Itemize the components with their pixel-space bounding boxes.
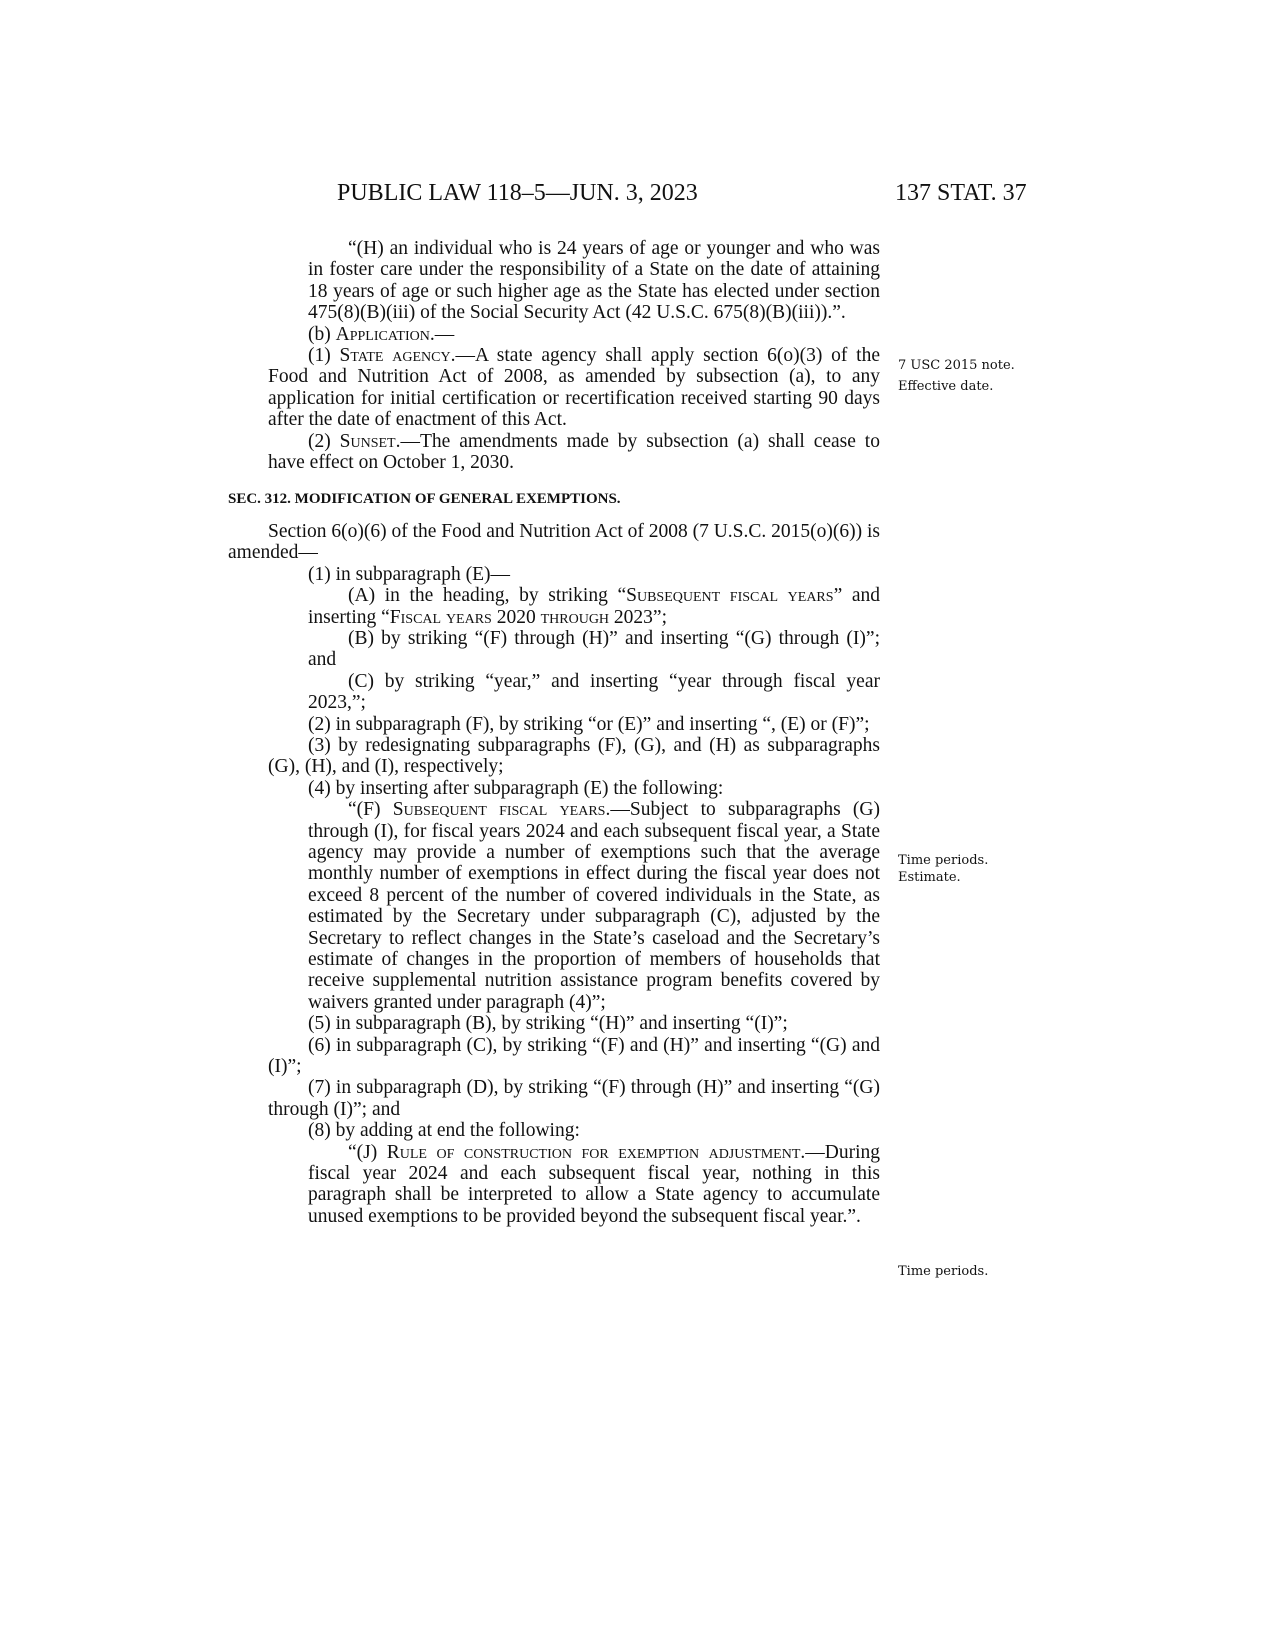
heading: State agency xyxy=(339,345,451,367)
text: ” and inserting “ xyxy=(308,585,880,628)
text: (A) in the heading, by striking “ xyxy=(348,585,627,607)
label: “(J) xyxy=(348,1141,387,1163)
label: (2) xyxy=(308,430,340,452)
heading: Sunset xyxy=(339,430,396,452)
section-intro: Section 6(o)(6) of the Food and Nutrition Act of 2008 (7 U.S.C. 2015(o)(6)) is amended— xyxy=(228,520,881,564)
text: .—Subject to subparagraphs (G) through (I), for fiscal years 2024 and each subsequent fiscal year, a State agency may provide a number of exemptions such that the average monthly number of exemptions in effect during the fiscal year does not exceed 8 percent of the number of covered individuals in the State, as estimated by the Secretary under subparagraph (C), adjusted by the Secretary to reflect changes in the State’s caseload and the Secretary’s estimate of changes in the proportion of members of households that receive supplemental nutrition assistance program benefits covered by waivers granted under paragraph (4)”; xyxy=(308,799,880,1013)
item-1c: (C) by striking “year,” and inserting “year through fiscal year 2023,”; xyxy=(308,670,880,714)
text: .—The amendments made by subsection (a) shall cease to have effect on October 1, 2030. xyxy=(268,430,880,474)
law-citation: PUBLIC LAW 118–5—JUN. 3, 2023 xyxy=(337,180,698,206)
tail: .— xyxy=(429,323,455,345)
label: “(F) xyxy=(348,799,393,821)
margin-note-time-periods: Time periods. xyxy=(898,853,989,868)
item-4f xyxy=(268,799,880,1013)
item-8: (8) by adding at end the following: xyxy=(308,1120,580,1142)
item-3: (3) by redesignating subparagraphs (F), (G), and (H) as subparagraphs (G), (H), and (I), respectively; xyxy=(268,734,880,778)
heading-new: Fiscal years 2020 through 2023 xyxy=(389,606,653,628)
section-title: SEC. 312. MODIFICATION OF GENERAL EXEMPTIONS. xyxy=(228,491,621,508)
margin-note-usc: 7 USC 2015 note. xyxy=(898,358,1015,373)
body-text xyxy=(228,238,881,1227)
item-2: (2) in subparagraph (F), by striking “or (E)” and inserting “, (E) or (F)”; xyxy=(308,713,870,735)
text: .—During fiscal year 2024 and each subsequent fiscal year, nothing in this paragraph shall be interpreted to allow a State agency to accumulate unused exemptions to be provided beyond the subsequent fiscal year.”. xyxy=(308,1141,880,1227)
paragraph-b2 xyxy=(268,431,880,474)
label: (b) xyxy=(308,323,336,345)
text: .—A state agency shall apply section 6(o)(3) of the Food and Nutrition Act of 2008, as amended by subsection (a), to any application for initial certification or recertification received starting 90 days after the date of enactment of this Act. xyxy=(268,345,880,431)
paragraph-b1 xyxy=(268,345,880,431)
heading: Rule of construction for exemption adjustment xyxy=(386,1141,801,1163)
subsection-b xyxy=(268,324,880,345)
item-4: (4) by inserting after subparagraph (E) the following: xyxy=(308,777,724,799)
item-1b: (B) by striking “(F) through (H)” and inserting “(G) through (I)”; and xyxy=(308,627,880,671)
paragraph-h: “(H) an individual who is 24 years of age or younger and who was in foster care under the responsibility of a State on the date of attaining 18 years of age or such higher age as the State has elected under section 475(8)(B)(iii) of the Social Security Act (42 U.S.C. 675(8)(B)(iii)).”. xyxy=(308,238,880,324)
label: (1) xyxy=(308,345,340,367)
margin-note-estimate: Estimate. xyxy=(898,870,961,885)
item-7: (7) in subparagraph (D), by striking “(F) through (H)” and inserting “(G) through (I)”; and xyxy=(268,1077,880,1120)
item-6: (6) in subparagraph (C), by striking “(F) and (H)” and inserting “(G) and (I)”; xyxy=(268,1034,880,1078)
heading: Subsequent fiscal years xyxy=(392,799,606,821)
item-1: (1) in subparagraph (E)— xyxy=(308,563,510,585)
stat-page: 137 STAT. 37 xyxy=(895,180,1027,206)
heading-old: Subsequent fiscal years xyxy=(626,585,834,607)
item-1a xyxy=(268,585,880,628)
margin-note-effective-date: Effective date. xyxy=(898,379,994,394)
text: ”; xyxy=(652,606,667,628)
item-8j xyxy=(268,1142,880,1228)
heading: Application xyxy=(335,323,430,345)
item-5: (5) in subparagraph (B), by striking “(H)” and inserting “(I)”; xyxy=(308,1013,788,1035)
margin-note-time-periods-2: Time periods. xyxy=(898,1264,989,1279)
